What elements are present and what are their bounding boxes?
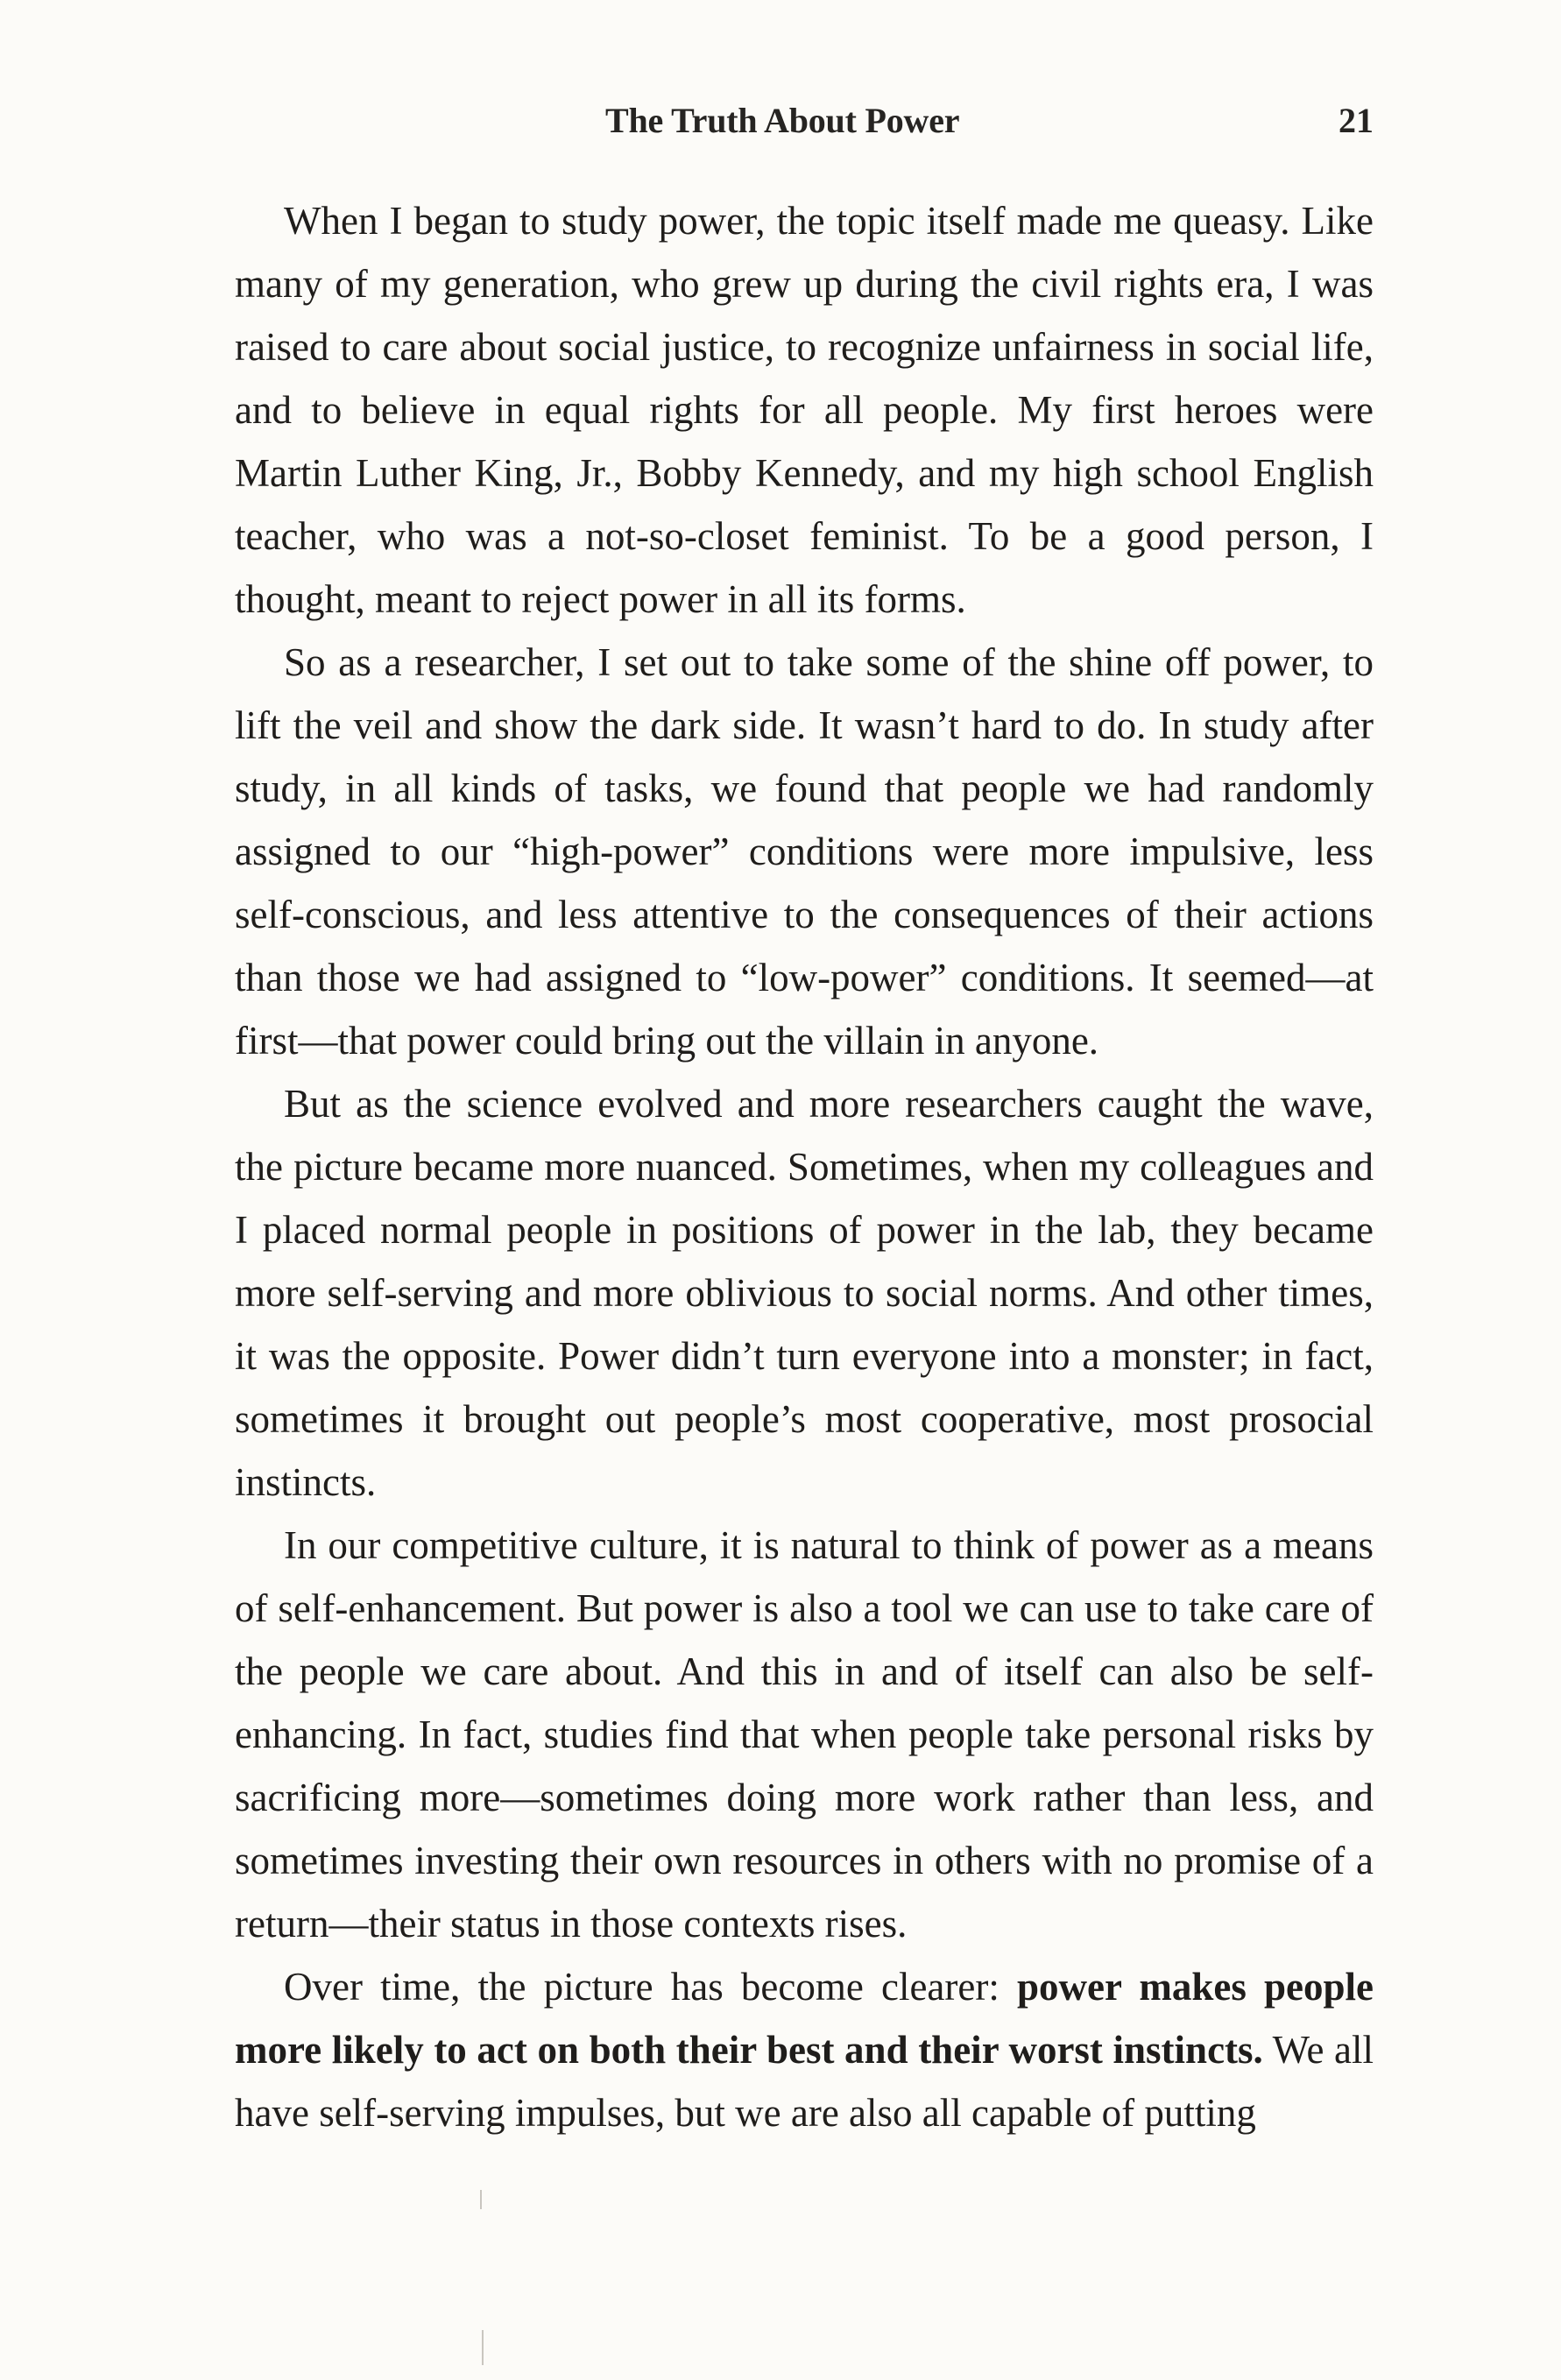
chapter-title: The Truth About Power [605,101,960,140]
scan-artifact [482,2330,484,2365]
paragraph-5-tail: We all have self-serving impulses, but we are also all capable of putting [235,2028,1374,2135]
paragraph-4: In our competitive culture, it is natural to think of power as a means of self-enhancement. But power is also a tool we can use to take care of the people we care about. And this in and of itself can also be self-enhancing. In fact, studies find that when people take personal risks by sacrificing more—sometimes doing more work rather than less, and sometimes investing their own resources in others with no promise of a return—their status in those contexts rises. [235,1523,1374,1946]
key-finding-emphasis: power makes people more likely to act on both their best and their worst instincts. [235,1965,1374,2072]
paragraph-5-lead: Over time, the picture has become clearer: [284,1965,1018,2009]
paragraph-2: So as a researcher, I set out to take some of the shine off power, to lift the veil and show the dark side. It wasn’t hard to do. In study after study, in all kinds of tasks, we found that people we had randomly assigned to our “high-power” conditions were more impulsive, less self-conscious, and less attentive to the consequences of their actions than those we had assigned to “low-power” conditions. It seemed—at first—that power could bring out the villain in anyone. [235,640,1374,1063]
scan-artifact [480,2190,482,2209]
paragraph-5 [235,1955,1374,2144]
paragraph-3: But as the science evolved and more researchers caught the wave, the picture became more nuanced. Sometimes, when my colleagues and I placed normal people in positions of power in the lab, they became more self-serving and more oblivious to social norms. And other times, it was the opposite. Power didn’t turn everyone into a monster; in fact, sometimes it brought out people’s most cooperative, most prosocial instincts. [235,1082,1374,1504]
page-number: 21 [1339,101,1374,140]
body-text [235,189,1374,2144]
running-header [235,95,1374,147]
paragraph-1: When I began to study power, the topic itself made me queasy. Like many of my generation, who grew up during the civil rights era, I was raised to care about social justice, to recognize unfairness in social life, and to believe in equal rights for all people. My first heroes were Martin Luther King, Jr., Bobby Kennedy, and my high school English teacher, who was a not-so-closet feminist. To be a good person, I thought, meant to reject power in all its forms. [235,199,1374,621]
